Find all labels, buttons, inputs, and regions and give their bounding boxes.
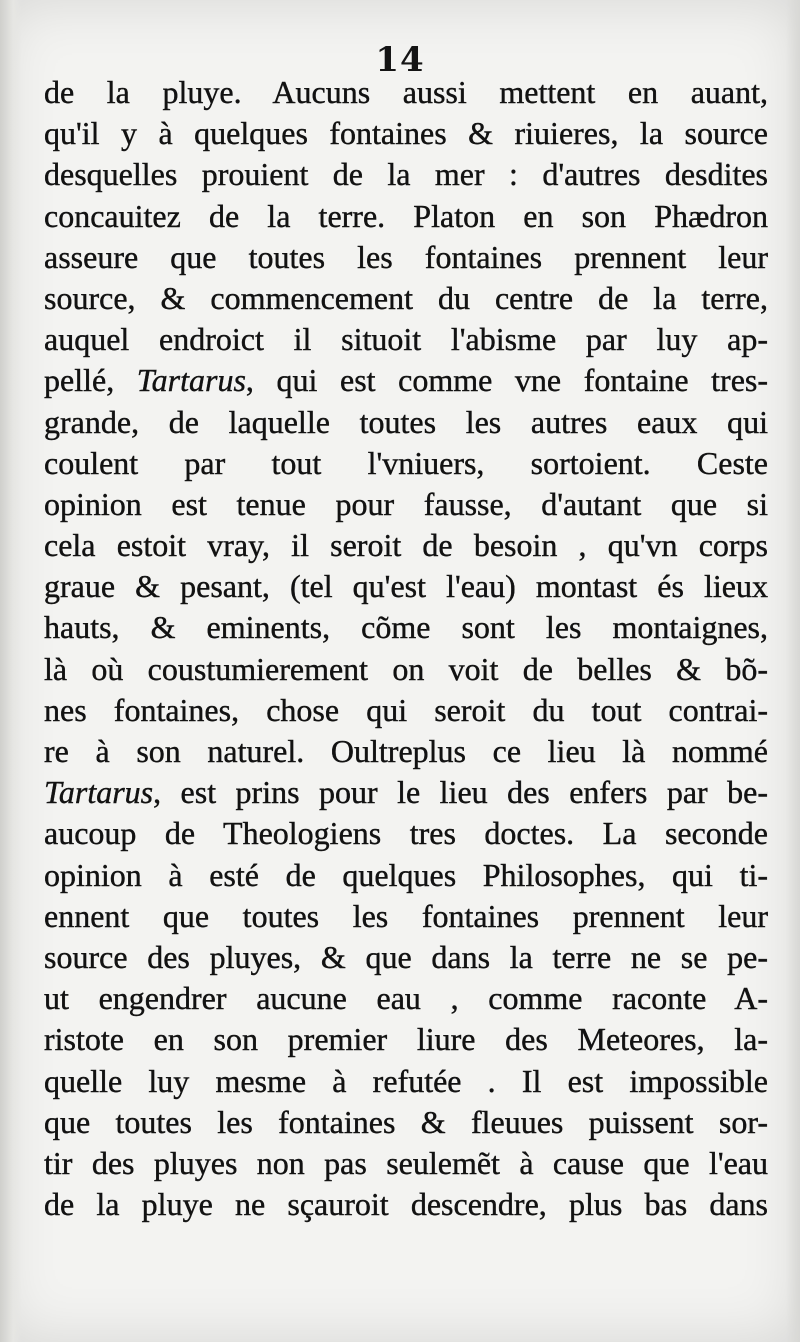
text-line: nes fontaines, chose qui seroit du tout contrai- — [44, 691, 768, 728]
text-line: là où coustumierement on voit de belles & bõ- — [44, 650, 768, 687]
text-line: opinion à esté de quelques Philosophes, qui ti- — [44, 856, 768, 893]
text-line: ristote en son premier liure des Meteores, la- — [44, 1021, 768, 1058]
text-line: asseure que toutes les fontaines prennent leur — [44, 238, 768, 275]
text-line: pellé, Tartarus, qui est comme vne fontaine tres- — [44, 362, 769, 399]
text-line: de la pluye ne sçauroit descendre, plus bas dans — [44, 1186, 768, 1223]
text-line: ut engendrer aucune eau , comme raconte A- — [44, 980, 768, 1017]
text-line: ennent que toutes les fontaines prennent leur — [44, 897, 768, 934]
text-line: coulent par tout l'vniuers, sortoient. Ceste — [44, 444, 768, 481]
text-line: opinion est tenue pour fausse, d'autant que si — [44, 485, 768, 522]
page-number: 14 — [375, 40, 425, 80]
text-line: graue & pesant, (tel qu'est l'eau) montast és lieux — [44, 568, 768, 605]
text-line: re à son naturel. Oultreplus ce lieu là nommé — [44, 733, 768, 769]
text-line: source, & commencement du centre de la terre, — [44, 279, 768, 316]
body-text — [44, 72, 768, 1225]
text-line: hauts, & eminents, cõme sont les montaignes, — [44, 609, 768, 646]
text-line: concauitez de la terre. Platon en son Phædron — [44, 197, 768, 234]
page-edge-shadow — [786, 0, 800, 1342]
text-line: Tartarus, est prins pour le lieu des enfers par be- — [44, 774, 768, 811]
text-line: que toutes les fontaines & fleuues puissent sor- — [44, 1103, 768, 1140]
text-line: de la pluye. Aucuns aussi mettent en auant, — [44, 74, 768, 110]
text-line: quelle luy mesme à refutée . Il est impossible — [44, 1062, 768, 1099]
text-line: source des pluyes, & que dans la terre ne se pe- — [44, 938, 768, 975]
text-line: desquelles prouient de la mer : d'autres desdites — [44, 156, 768, 193]
binding-shadow — [0, 0, 22, 1342]
text-line: qu'il y à quelques fontaines & riuieres, la source — [44, 115, 768, 152]
text-line: cela estoit vray, il seroit de besoin , qu'vn corps — [44, 527, 768, 564]
text-line: tir des pluyes non pas seulemẽt à cause que l'eau — [44, 1144, 768, 1181]
text-line: aucoup de Theologiens tres doctes. La seconde — [44, 815, 768, 852]
text-line: auquel endroict il situoit l'abisme par luy ap- — [44, 321, 768, 358]
text-line: grande, de laquelle toutes les autres eaux qui — [44, 403, 768, 440]
